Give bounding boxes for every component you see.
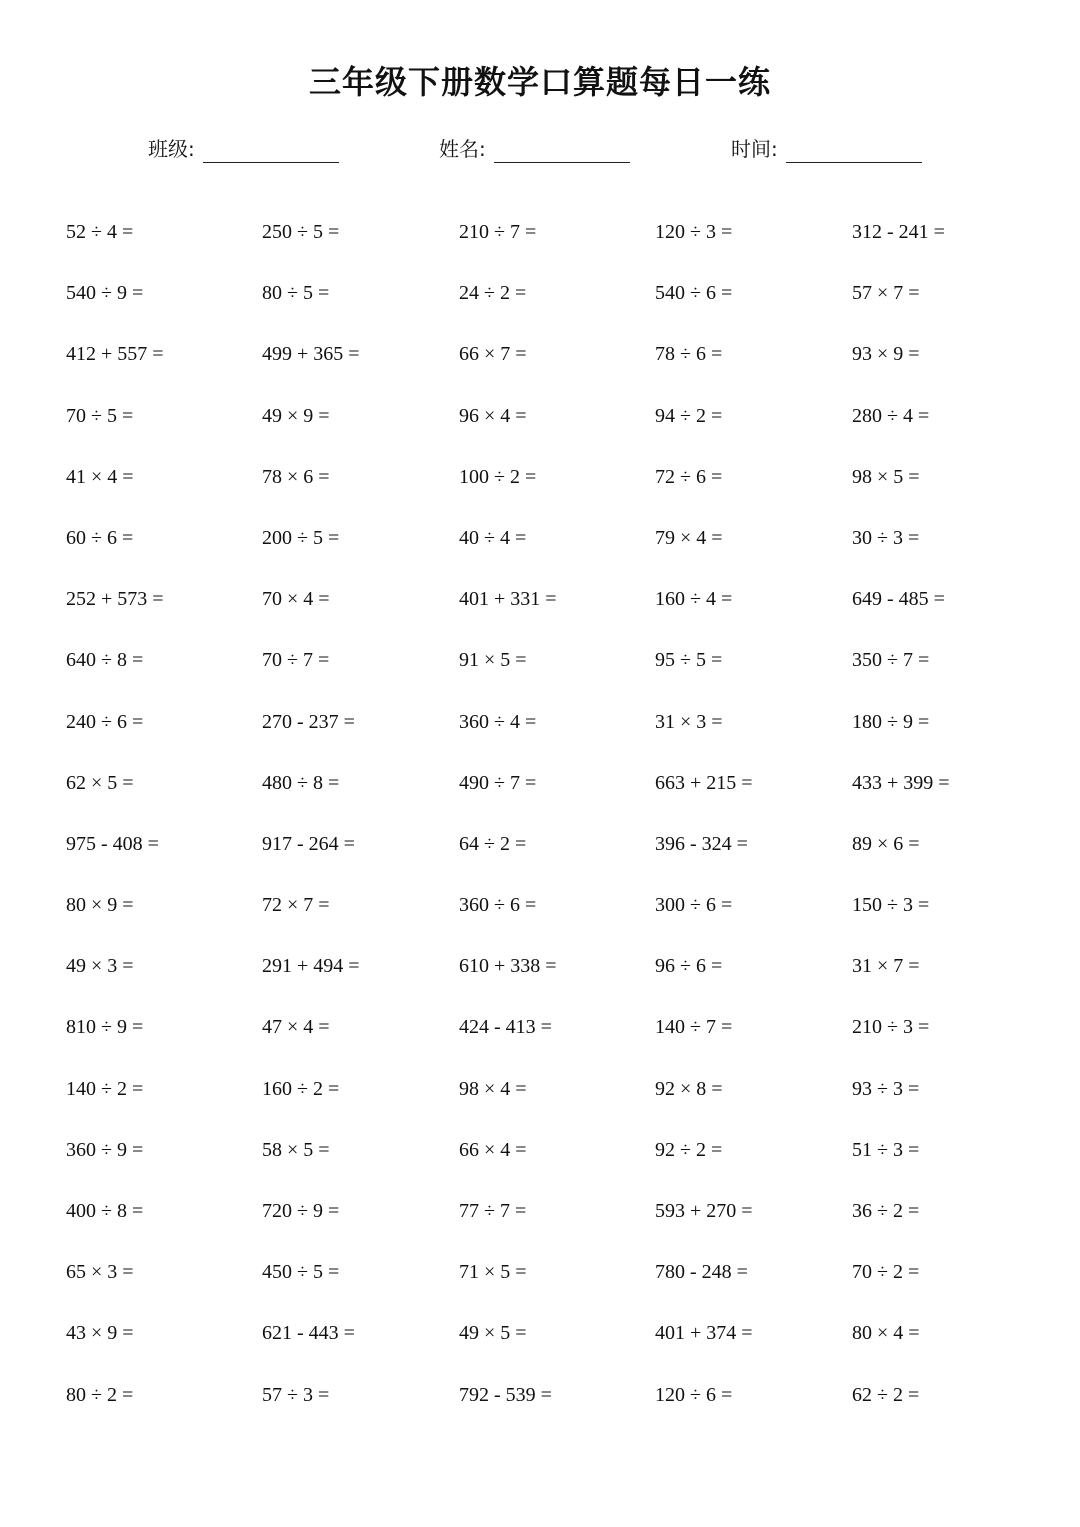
problem-item: 92 ÷ 2 = xyxy=(655,1138,723,1161)
problem-row xyxy=(66,692,1056,753)
problem-item: 120 ÷ 3 = xyxy=(655,221,733,243)
problem-item: 70 ÷ 7 = xyxy=(262,649,330,672)
problem-row xyxy=(66,202,1056,263)
class-field xyxy=(148,134,339,174)
problem-item: 70 × 4 = xyxy=(262,588,330,611)
problem-item: 400 ÷ 8 = xyxy=(66,1200,144,1222)
problem-item: 98 × 5 = xyxy=(852,465,920,488)
problem-item: 663 + 215 = xyxy=(655,771,753,794)
time-label: 时间: xyxy=(731,137,778,161)
problem-item: 120 ÷ 6 = xyxy=(655,1383,733,1406)
problem-row xyxy=(66,447,1056,508)
name-blank-line[interactable] xyxy=(494,134,630,163)
problem-item: 360 ÷ 4 = xyxy=(459,710,537,733)
problem-item: 499 + 365 = xyxy=(262,343,360,366)
problem-row xyxy=(66,997,1056,1058)
problem-item: 490 ÷ 7 = xyxy=(459,771,537,794)
problem-item: 62 × 5 = xyxy=(66,771,134,794)
problem-item: 93 × 9 = xyxy=(852,343,920,366)
student-info-row xyxy=(0,134,1080,174)
problem-item: 49 × 5 = xyxy=(459,1322,527,1345)
problem-row xyxy=(66,814,1056,875)
problem-item: 360 ÷ 6 = xyxy=(459,894,537,917)
problem-item: 396 - 324 = xyxy=(655,832,748,855)
problem-item: 480 ÷ 8 = xyxy=(262,771,340,794)
problem-item: 401 + 331 = xyxy=(459,588,557,611)
problem-item: 780 - 248 = xyxy=(655,1261,748,1284)
problem-item: 80 ÷ 2 = xyxy=(66,1383,134,1406)
problem-item: 140 ÷ 7 = xyxy=(655,1016,733,1039)
problem-item: 95 ÷ 5 = xyxy=(655,649,723,672)
problem-item: 78 ÷ 6 = xyxy=(655,343,723,366)
page-title: 三年级下册数学口算题每日一练 xyxy=(308,63,771,101)
problem-item: 24 ÷ 2 = xyxy=(459,282,527,305)
problem-item: 58 × 5 = xyxy=(262,1138,330,1161)
problem-item: 360 ÷ 9 = xyxy=(66,1138,144,1161)
problem-item: 72 × 7 = xyxy=(262,894,330,917)
problem-item: 917 - 264 = xyxy=(262,832,355,855)
problem-item: 66 × 7 = xyxy=(459,343,527,366)
problem-item: 270 - 237 = xyxy=(262,710,355,733)
problem-item: 62 ÷ 2 = xyxy=(852,1383,920,1406)
problem-item: 64 ÷ 2 = xyxy=(459,832,527,855)
problem-item: 96 ÷ 6 = xyxy=(655,955,723,978)
problem-item: 66 × 4 = xyxy=(459,1138,527,1161)
problem-item: 450 ÷ 5 = xyxy=(262,1261,340,1284)
problem-row xyxy=(66,508,1056,569)
problem-row xyxy=(66,1242,1056,1303)
problem-item: 80 ÷ 5 = xyxy=(262,282,330,305)
problem-row xyxy=(66,753,1056,814)
problem-item: 140 ÷ 2 = xyxy=(66,1077,144,1100)
problem-item: 280 ÷ 4 = xyxy=(852,404,930,427)
problem-item: 49 × 3 = xyxy=(66,955,134,978)
problem-row xyxy=(66,875,1056,936)
time-blank-line[interactable] xyxy=(786,134,922,163)
problem-item: 401 + 374 = xyxy=(655,1322,753,1345)
problem-item: 93 ÷ 3 = xyxy=(852,1077,920,1100)
name-field xyxy=(439,134,630,174)
problem-item: 65 × 3 = xyxy=(66,1261,134,1284)
problem-grid xyxy=(66,202,1056,1426)
problem-item: 70 ÷ 5 = xyxy=(66,404,134,427)
problem-item: 52 ÷ 4 = xyxy=(66,221,134,243)
problem-row xyxy=(66,324,1056,385)
problem-item: 41 × 4 = xyxy=(66,465,134,488)
problem-item: 160 ÷ 2 = xyxy=(262,1077,340,1100)
problem-row xyxy=(66,1303,1056,1364)
problem-item: 433 + 399 = xyxy=(852,771,950,794)
problem-row xyxy=(66,1181,1056,1242)
problem-item: 540 ÷ 9 = xyxy=(66,282,144,305)
problem-item: 150 ÷ 3 = xyxy=(852,894,930,917)
problem-item: 649 - 485 = xyxy=(852,588,945,611)
problem-item: 640 ÷ 8 = xyxy=(66,649,144,672)
problem-item: 80 × 4 = xyxy=(852,1322,920,1345)
problem-item: 810 ÷ 9 = xyxy=(66,1016,144,1039)
problem-item: 92 × 8 = xyxy=(655,1077,723,1100)
time-field xyxy=(731,134,922,174)
problem-item: 70 ÷ 2 = xyxy=(852,1261,920,1284)
problem-row xyxy=(66,569,1056,630)
class-label: 班级: xyxy=(148,137,195,161)
problem-item: 57 ÷ 3 = xyxy=(262,1383,330,1406)
problem-item: 31 × 7 = xyxy=(852,955,920,978)
problem-item: 100 ÷ 2 = xyxy=(459,465,537,488)
problem-item: 57 × 7 = xyxy=(852,282,920,305)
problem-item: 98 × 4 = xyxy=(459,1077,527,1100)
problem-item: 200 ÷ 5 = xyxy=(262,526,340,549)
problem-row xyxy=(66,1059,1056,1120)
problem-item: 60 ÷ 6 = xyxy=(66,526,134,549)
problem-row xyxy=(66,263,1056,324)
problem-item: 31 × 3 = xyxy=(655,710,723,733)
problem-item: 350 ÷ 7 = xyxy=(852,649,930,672)
problem-item: 180 ÷ 9 = xyxy=(852,710,930,733)
problem-item: 51 ÷ 3 = xyxy=(852,1138,920,1161)
problem-row xyxy=(66,386,1056,447)
problem-item: 975 - 408 = xyxy=(66,832,159,855)
problem-item: 80 × 9 = xyxy=(66,894,134,917)
problem-item: 40 ÷ 4 = xyxy=(459,526,527,549)
problem-row xyxy=(66,1365,1056,1426)
problem-item: 36 ÷ 2 = xyxy=(852,1200,920,1222)
problem-item: 160 ÷ 4 = xyxy=(655,588,733,611)
problem-item: 300 ÷ 6 = xyxy=(655,894,733,917)
problem-item: 312 - 241 = xyxy=(852,221,945,243)
problem-item: 47 × 4 = xyxy=(262,1016,330,1039)
problem-item: 96 × 4 = xyxy=(459,404,527,427)
problem-item: 30 ÷ 3 = xyxy=(852,526,920,549)
problem-item: 540 ÷ 6 = xyxy=(655,282,733,305)
problem-item: 610 + 338 = xyxy=(459,955,557,978)
problem-item: 89 × 6 = xyxy=(852,832,920,855)
problem-item: 91 × 5 = xyxy=(459,649,527,672)
problem-item: 210 ÷ 7 = xyxy=(459,221,537,243)
problem-item: 79 × 4 = xyxy=(655,526,723,549)
problem-item: 240 ÷ 6 = xyxy=(66,710,144,733)
problem-item: 77 ÷ 7 = xyxy=(459,1200,527,1222)
problem-item: 78 × 6 = xyxy=(262,465,330,488)
problem-item: 71 × 5 = xyxy=(459,1261,527,1284)
problem-row xyxy=(66,1120,1056,1181)
problem-item: 720 ÷ 9 = xyxy=(262,1200,340,1222)
problem-item: 43 × 9 = xyxy=(66,1322,134,1345)
problem-item: 94 ÷ 2 = xyxy=(655,404,723,427)
problem-item: 424 - 413 = xyxy=(459,1016,552,1039)
problem-item: 621 - 443 = xyxy=(262,1322,355,1345)
problem-row xyxy=(66,630,1056,691)
problem-item: 252 + 573 = xyxy=(66,588,164,611)
problem-item: 72 ÷ 6 = xyxy=(655,465,723,488)
problem-item: 412 + 557 = xyxy=(66,343,164,366)
name-label: 姓名: xyxy=(439,137,486,161)
problem-item: 291 + 494 = xyxy=(262,955,360,978)
problem-row xyxy=(66,936,1056,997)
problem-item: 49 × 9 = xyxy=(262,404,330,427)
problem-item: 792 - 539 = xyxy=(459,1383,552,1406)
problem-item: 593 + 270 = xyxy=(655,1200,753,1222)
problem-item: 250 ÷ 5 = xyxy=(262,221,340,243)
problem-item: 210 ÷ 3 = xyxy=(852,1016,930,1039)
class-blank-line[interactable] xyxy=(203,134,339,163)
